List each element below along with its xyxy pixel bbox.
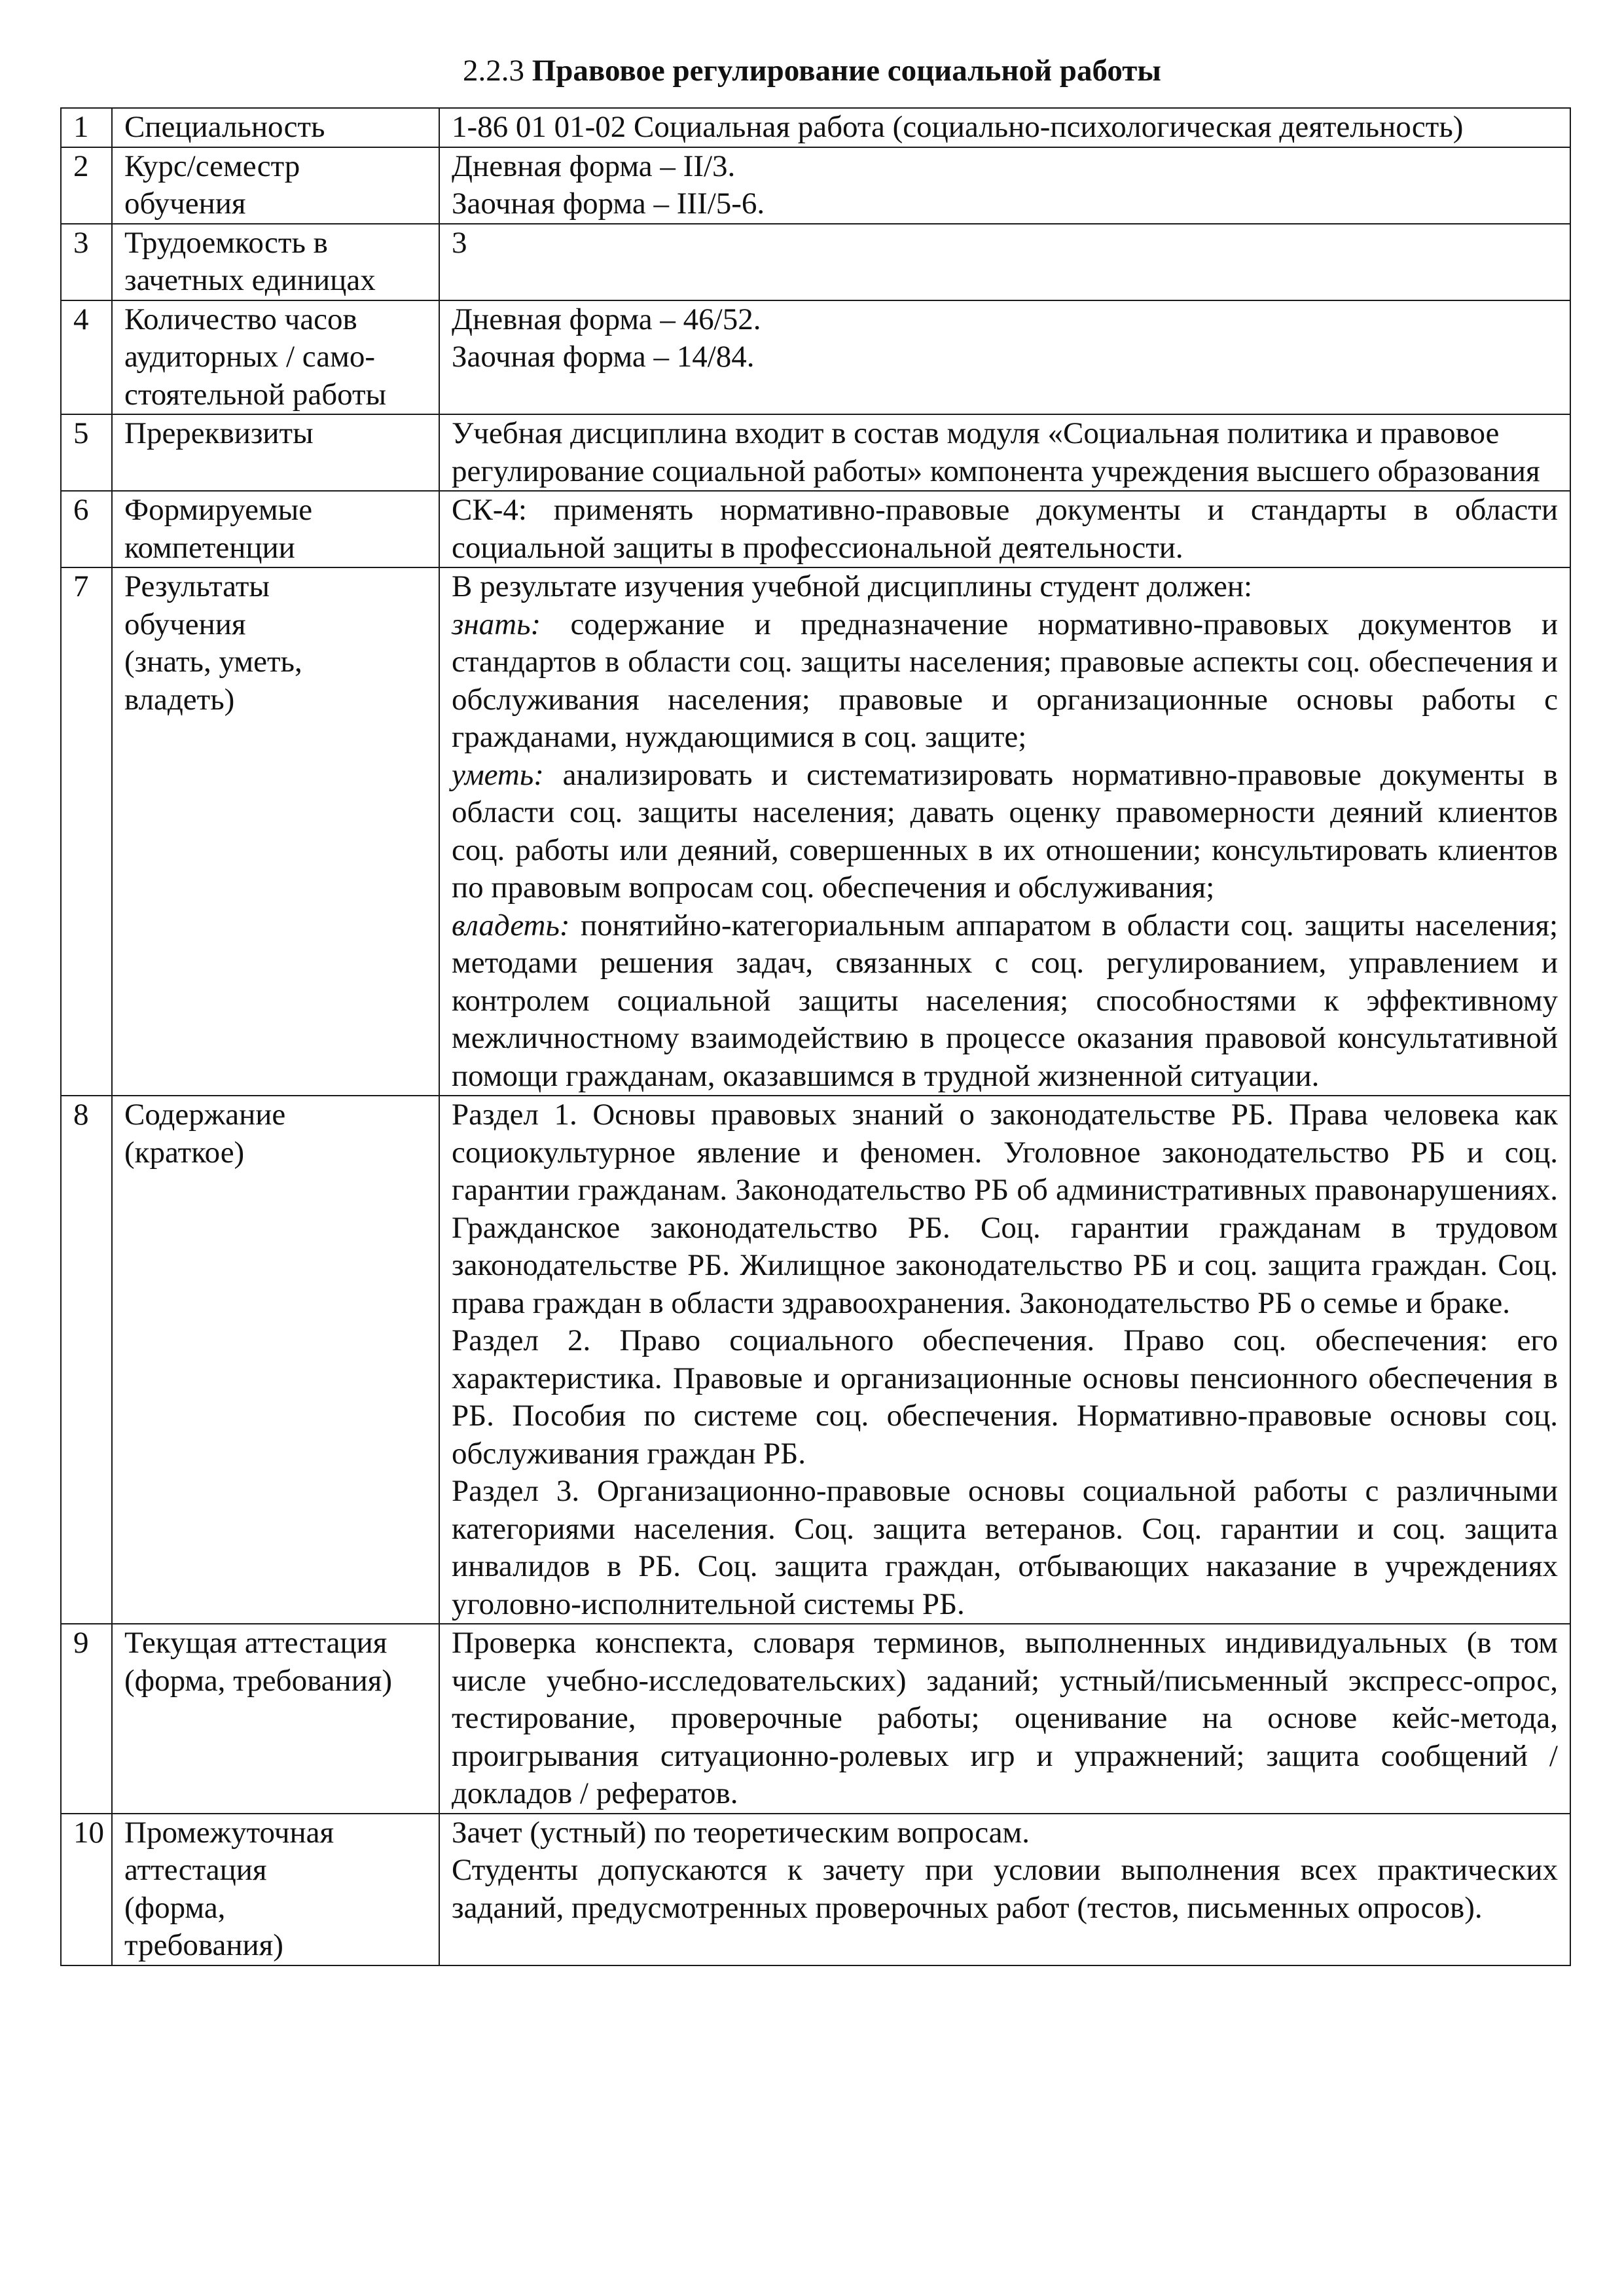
section-title: Правовое регулирование социальной работы xyxy=(532,54,1161,88)
row-label xyxy=(112,567,439,1096)
outcomes-intro: В результате изучения учебной дисциплины студент должен: xyxy=(452,569,1253,603)
table-row xyxy=(61,491,1570,567)
outcome-text: анализировать и систематизировать нормативно-правовые документы в области соц. защиты населения; давать оценку правомерности деяний клиентов соц. работы или деяний, совершенных в их отношении; консультировать клиентов по правовым вопросам соц. обеспечения и обслуживания; xyxy=(452,757,1559,905)
table-row xyxy=(61,300,1570,415)
row-label-text: Промежуточная аттестация (форма, требования) xyxy=(124,1815,334,1962)
row-content xyxy=(439,414,1570,491)
outcome-label: владеть: xyxy=(452,908,570,942)
outcome-know xyxy=(452,606,1558,757)
row-content xyxy=(439,491,1570,567)
content-section xyxy=(452,1096,1558,1322)
page-title xyxy=(0,51,1624,90)
row-content xyxy=(439,108,1570,147)
discipline-table xyxy=(60,107,1571,1966)
row-label-text: Содержание (краткое) xyxy=(124,1098,286,1170)
row-number: 6 xyxy=(61,491,112,567)
outcome-master xyxy=(452,907,1558,1096)
section-number: 2.2.3 xyxy=(462,54,524,88)
section-label: Раздел 1. xyxy=(452,1098,577,1132)
content-paragraph: Дневная форма – 46/52. xyxy=(452,302,761,336)
section-label: Раздел 3. xyxy=(452,1474,580,1508)
section-label: Раздел 2. xyxy=(452,1323,591,1357)
content-paragraph: Учебная дисциплина входит в состав модуля «Социальная политика и правовое регулирование социальной работы» компонента учреждения высшего образования xyxy=(452,416,1540,488)
content-paragraph: 1-86 01 01-02 Социальная работа (социально-психологическая деятельность) xyxy=(452,110,1464,144)
row-label: Специальность xyxy=(112,108,439,147)
section-text: Право социального обеспечения. Право соц. обеспечения: его характеристика. Правовые и организационные основы пенсионного обеспечения в РБ. Пособия по системе соц. обеспечения. Нормативно-правовые основы соц. обслуживания граждан РБ. xyxy=(452,1323,1559,1471)
outcome-label: уметь: xyxy=(452,757,544,792)
row-label-text: Курс/семестр обучения xyxy=(124,149,300,221)
row-number: 3 xyxy=(61,224,112,300)
row-label xyxy=(112,1096,439,1624)
row-content xyxy=(439,1624,1570,1814)
row-content xyxy=(439,224,1570,300)
content-paragraph: 3 xyxy=(452,225,467,260)
content-paragraph: Зачет (устный) по теоретическим вопросам. xyxy=(452,1815,1030,1850)
row-label: Текущая аттестация (форма, требования) xyxy=(112,1624,439,1814)
row-label-text: Результаты обучения (знать, уметь, владеть) xyxy=(124,569,302,717)
section-text: Организационно-правовые основы социальной работы с различными категориями населения. Соц. защита ветеранов. Соц. гарантии и соц. защита инвалидов в РБ. Соц. защита граждан, отбывающих наказание в учреждениях уголовно-исполнительной системы РБ. xyxy=(452,1474,1559,1621)
row-label xyxy=(112,147,439,224)
content-section xyxy=(452,1473,1558,1623)
table-row xyxy=(61,147,1570,224)
row-label: Формируемые компетенции xyxy=(112,491,439,567)
row-number: 8 xyxy=(61,1096,112,1624)
row-number: 7 xyxy=(61,567,112,1096)
content-paragraph: Дневная форма – II/3. xyxy=(452,149,736,183)
row-number: 5 xyxy=(61,414,112,491)
outcome-label: знать: xyxy=(452,607,541,641)
table-row xyxy=(61,414,1570,491)
row-number: 9 xyxy=(61,1624,112,1814)
row-content xyxy=(439,1814,1570,1965)
row-content xyxy=(439,300,1570,415)
table-row xyxy=(61,108,1570,147)
content-paragraph: СК-4: применять нормативно-правовые документы и стандарты в области социальной защиты в профессиональной деятельности. xyxy=(452,493,1558,565)
table-row xyxy=(61,1624,1570,1814)
content-paragraph: Проверка конспекта, словаря терминов, выполненных индивидуальных (в том числе учебно-исследовательских) заданий; устный/письменный экспресс-опрос, тестирование, проверочные работы; оценивание на основе кейс-метода, проигрывания ситуационно-ролевых игр и упражнений; защита сообщений / докладов / рефератов. xyxy=(452,1626,1558,1810)
row-content xyxy=(439,1096,1570,1624)
row-number: 2 xyxy=(61,147,112,224)
row-number: 1 xyxy=(61,108,112,147)
content-paragraph: Заочная форма – 14/84. xyxy=(452,340,755,374)
content-paragraph: Студенты допускаются к зачету при условии выполнения всех практических заданий, предусмотренных проверочных работ (тестов, письменных опросов). xyxy=(452,1853,1558,1925)
table-row xyxy=(61,1814,1570,1965)
content-section xyxy=(452,1322,1558,1473)
section-text: Основы правовых знаний о законодательстве РБ. Права человека как социокультурное явление и феномен. Уголовное законодательство РБ и соц. гарантии гражданам. Законодательство РБ об административных правонарушениях. Гражданское законодательство РБ. Соц. гарантии гражданам в трудовом законодательстве РБ. Жилищное законодательство РБ и соц. защита граждан. Соц. права граждан в области здравоохранения. Законодательство РБ о семье и браке. xyxy=(452,1098,1558,1320)
row-content xyxy=(439,147,1570,224)
row-number: 4 xyxy=(61,300,112,415)
row-label: Трудоемкость в зачетных единицах xyxy=(112,224,439,300)
table-row xyxy=(61,224,1570,300)
row-label: Количество часов аудиторных / само-стоятельной работы xyxy=(112,300,439,415)
outcome-text: содержание и предназначение нормативно-правовых документов и стандартов в области соц. защиты населения; правовые аспекты соц. обеспечения и обслуживания населения; правовые и организационные основы работы с гражданами, нуждающимися в соц. защите; xyxy=(452,607,1559,754)
row-label xyxy=(112,1814,439,1965)
table-row xyxy=(61,567,1570,1096)
content-paragraph: Заочная форма – III/5-6. xyxy=(452,187,765,221)
row-content xyxy=(439,567,1570,1096)
table-row xyxy=(61,1096,1570,1624)
outcome-text: понятийно-категориальным аппаратом в области соц. защиты населения; методами решения задач, связанных с соц. регулированием, управлением и контролем социальной защиты населения; способностями к эффективному межличностному взаимодействию в процессе оказания правовой консультативной помощи гражданам, оказавшимся в трудной жизненной ситуации. xyxy=(452,908,1558,1093)
row-label: Пререквизиты xyxy=(112,414,439,491)
row-number: 10 xyxy=(61,1814,112,1965)
outcome-skill xyxy=(452,757,1558,907)
